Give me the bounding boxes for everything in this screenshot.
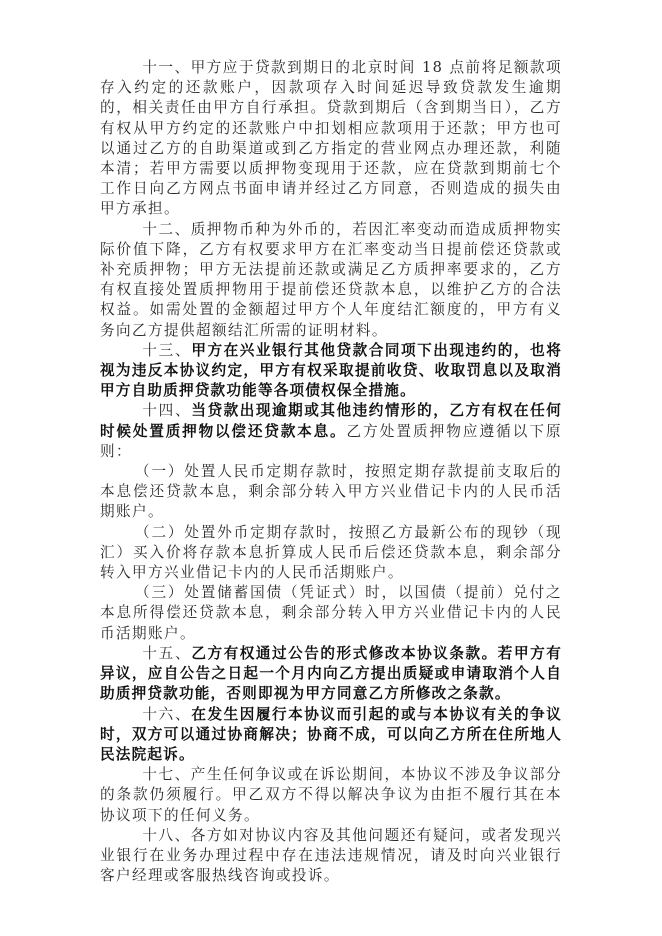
clause-14-item-2 <box>100 523 562 584</box>
clause-bold-text: 当贷款出现逾期或其他违约情形的，乙方有权在任何时候处置质押物以偿还贷款本息。 <box>100 402 562 440</box>
clause-14-item-1 <box>100 462 562 523</box>
clause-text: 各方如对协议内容及其他问题还有疑问，或者发现兴业银行在业务办理过程中存在违法违规情况，请及时向兴业银行客户经理或客服热线咨询或投诉。 <box>100 826 563 885</box>
clause-number: 十七、 <box>142 766 191 784</box>
item-label: （三） <box>135 584 185 602</box>
clause-14-item-3 <box>100 583 562 644</box>
agreement-page <box>100 58 562 886</box>
clause-bold-text: 甲方在兴业银行其他贷款合同项下出现违约的，也将视为违反本协议约定，甲方有权采取提前收贷、收取罚息以及取消甲方自助质押贷款功能等各项债权保全措施。 <box>100 341 562 400</box>
clause-14 <box>100 401 562 462</box>
clause-number: 十三、 <box>142 341 192 359</box>
clause-15 <box>100 644 562 705</box>
clause-number: 十四、 <box>142 402 192 420</box>
item-text: 处置人民币定期存款时，按照定期存款提前支取后的本息偿还贷款本息，剩余部分转入甲方兴业借记卡内的人民币活期账户。 <box>100 463 563 521</box>
clause-number: 十八、 <box>142 826 191 844</box>
clause-text: 甲方应于贷款到期日的北京时间 18 点前将足额款项存入约定的还款账户，因款项存入时间延迟导致贷款发生逾期的，相关责任由甲方自行承担。贷款到期后（含到期当日），乙方有权从甲方约定的还款账户中扣划相应款项用于还款；甲方也可以通过乙方的自助渠道或到乙方指定的营业网点办理还款，利随本清；若甲方需要以质押物变现用于还款，应在贷款到期前七个工作日向乙方网点书面申请并经过乙方同意，否则造成的损失由甲方承担。 <box>100 59 562 218</box>
item-text: 处置外币定期存款时，按照乙方最新公布的现钞（现汇）买入价将存款本息折算成人民币后偿还贷款本息，剩余部分转入甲方兴业借记卡内的人民币活期账户。 <box>100 523 563 582</box>
clause-18 <box>100 826 562 887</box>
clause-16 <box>100 705 562 766</box>
clause-13 <box>100 341 562 402</box>
clause-bold-text: 乙方有权通过公告的形式修改本协议条款。若甲方有异议，应自公告之日起一个月内向乙方提出质疑或申请取消个人自助质押贷款功能，否则即视为甲方同意乙方所修改之条款。 <box>100 644 562 703</box>
clause-text: 质押物币种为外币的，若因汇率变动而造成质押物实际价值下降，乙方有权要求甲方在汇率变动当日提前偿还贷款或补充质押物；甲方无法提前还款或满足乙方质押率要求的，乙方有权直接处置质押物用于提前偿还贷款本息，以维护乙方的合法权益。如需处置的金额超过甲方个人年度结汇额度的，甲方有义务向乙方提供超额结汇所需的证明材料。 <box>100 220 563 339</box>
item-label: （二） <box>135 523 185 541</box>
item-text: 处置储蓄国债（凭证式）时，以国债（提前）兑付之本息所得偿还贷款本息，剩余部分转入甲方兴业借记卡内的人民币活期账户。 <box>100 584 563 642</box>
clause-11 <box>100 58 562 220</box>
clause-17 <box>100 765 562 826</box>
clause-text: 乙方处置质押物应遵循以下原则： <box>100 422 562 460</box>
clause-12 <box>100 220 562 341</box>
clause-number: 十二、 <box>142 220 191 238</box>
clause-bold-text: 在发生因履行本协议而引起的或与本协议有关的争议时，双方可以通过协商解决；协商不成，可以向乙方所在住所地人民法院起诉。 <box>100 705 562 763</box>
clause-number: 十一、 <box>142 59 191 76</box>
item-label: （一） <box>135 463 185 481</box>
clause-number: 十六、 <box>142 705 192 723</box>
clause-text: 产生任何争议或在诉讼期间，本协议不涉及争议部分的条款仍须履行。甲乙双方不得以解决争议为由拒不履行其在本协议项下的任何义务。 <box>100 766 563 824</box>
clause-number: 十五、 <box>142 644 192 662</box>
